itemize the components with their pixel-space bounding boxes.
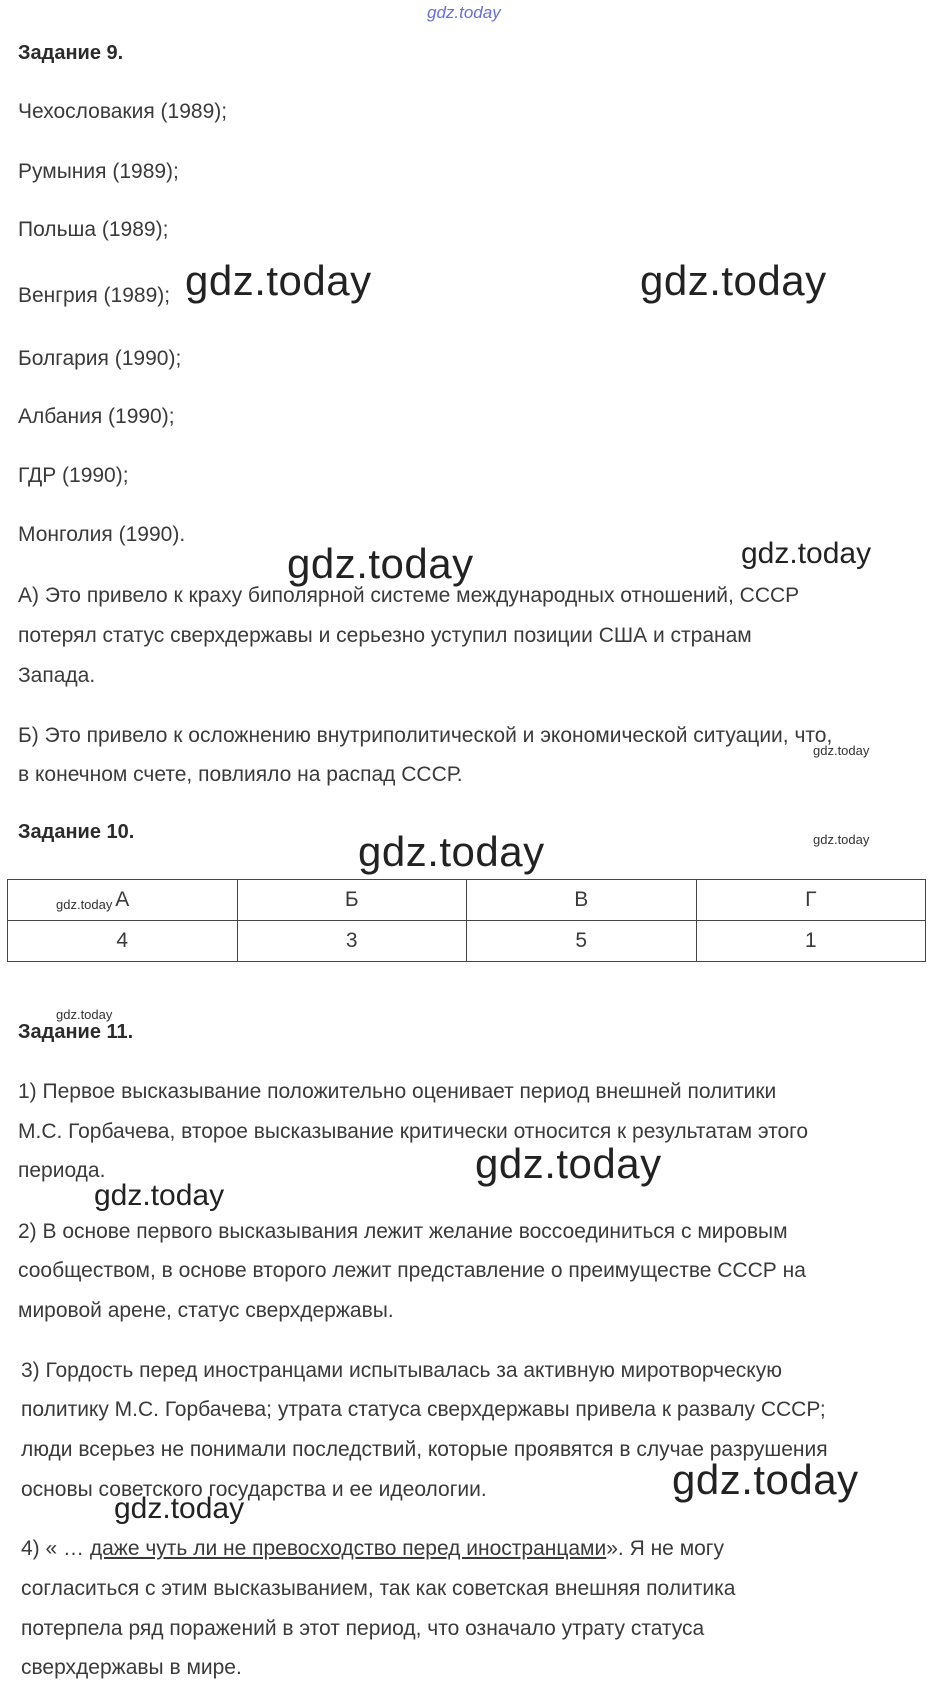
watermark: gdz.today bbox=[640, 257, 827, 304]
country-item: Чехословакия (1989); bbox=[18, 100, 228, 123]
paragraph-4-first-line bbox=[21, 1537, 724, 1561]
watermark: gdz.today bbox=[114, 1492, 245, 1525]
table-header-cell: Г bbox=[696, 880, 926, 921]
paragraph-4-line: согласиться с этим высказыванием, так как советская внешняя политика bbox=[21, 1577, 736, 1600]
task10-heading: Задание 10. bbox=[18, 821, 135, 843]
paragraph-4-line: сверхдержавы в мире. bbox=[21, 1656, 242, 1679]
paragraph-1-line: 1) Первое высказывание положительно оценивает период внешней политики bbox=[18, 1080, 777, 1103]
watermark: gdz.today bbox=[813, 743, 870, 758]
table-cell: 4 bbox=[8, 921, 238, 962]
table-cell: 5 bbox=[467, 921, 697, 962]
country-item: Румыния (1989); bbox=[18, 160, 179, 183]
table-cell: 1 bbox=[696, 921, 926, 962]
country-item: ГДР (1990); bbox=[18, 464, 129, 487]
answer-a-line: А) Это привело к краху биполярной системе международных отношений, СССР bbox=[18, 584, 800, 607]
watermark: gdz.today bbox=[287, 540, 474, 587]
answer-b-line: Б) Это привело к осложнению внутриполитической и экономической ситуации, что, bbox=[18, 724, 833, 747]
watermark: gdz.today bbox=[475, 1140, 662, 1187]
answer-b-line: в конечном счете, повлияло на распад СССР. bbox=[18, 763, 463, 786]
underlined-quote: даже чуть ли не превосходство перед иностранцами bbox=[89, 1537, 607, 1560]
task11-heading: Задание 11. bbox=[18, 1021, 134, 1043]
watermark: gdz.today bbox=[56, 897, 113, 912]
task9-heading: Задание 9. bbox=[18, 42, 124, 64]
watermark: gdz.today bbox=[358, 828, 545, 875]
quote-suffix: ». Я не могу bbox=[606, 1537, 724, 1560]
paragraph-2-line: сообществом, в основе второго лежит представление о преимуществе СССР на bbox=[18, 1259, 806, 1282]
table-header-cell: А bbox=[8, 880, 238, 921]
answer-table bbox=[7, 879, 926, 962]
paragraph-4-line: потерпела ряд поражений в этот период, что означало утрату статуса bbox=[21, 1617, 705, 1640]
answer-a-line: потерял статус сверхдержавы и серьезно уступил позиции США и странам bbox=[18, 624, 752, 647]
watermark: gdz.today bbox=[672, 1456, 859, 1503]
watermark-top: gdz.today bbox=[427, 3, 501, 22]
paragraph-3-line: люди всерьез не понимали последствий, которые проявятся в случае разрушения bbox=[21, 1438, 828, 1461]
table-header-cell: Б bbox=[237, 880, 467, 921]
table-header-row bbox=[8, 880, 926, 921]
paragraph-3-line: 3) Гордость перед иностранцами испытывалась за активную миротворческую bbox=[21, 1359, 782, 1382]
country-item: Монголия (1990). bbox=[18, 523, 186, 546]
paragraph-3-line: политику М.С. Горбачева; утрата статуса сверхдержавы привела к развалу СССР; bbox=[21, 1398, 826, 1421]
answer-a-line: Запада. bbox=[18, 664, 96, 687]
table-row bbox=[8, 921, 926, 962]
table-header-cell: В bbox=[467, 880, 697, 921]
table-cell: 3 bbox=[237, 921, 467, 962]
watermark: gdz.today bbox=[813, 832, 870, 847]
quote-prefix: 4) « … bbox=[21, 1537, 90, 1560]
watermark: gdz.today bbox=[741, 537, 872, 570]
paragraph-1-line: М.С. Горбачева, второе высказывание критически относится к результатам этого bbox=[18, 1120, 809, 1143]
country-item: Албания (1990); bbox=[18, 405, 175, 428]
country-item: Польша (1989); bbox=[18, 218, 169, 241]
watermark: gdz.today bbox=[56, 1007, 113, 1022]
watermark: gdz.today bbox=[94, 1179, 225, 1212]
paragraph-2-line: мировой арене, статус сверхдержавы. bbox=[18, 1299, 394, 1322]
watermark: gdz.today bbox=[185, 257, 372, 304]
paragraph-2-line: 2) В основе первого высказывания лежит желание воссоединиться с мировым bbox=[18, 1220, 788, 1243]
paragraph-1-line: периода. bbox=[18, 1159, 106, 1182]
country-item: Венгрия (1989); bbox=[18, 284, 171, 307]
country-item: Болгария (1990); bbox=[18, 347, 182, 370]
paragraph-3-line: основы советского государства и ее идеологии. bbox=[21, 1478, 487, 1501]
